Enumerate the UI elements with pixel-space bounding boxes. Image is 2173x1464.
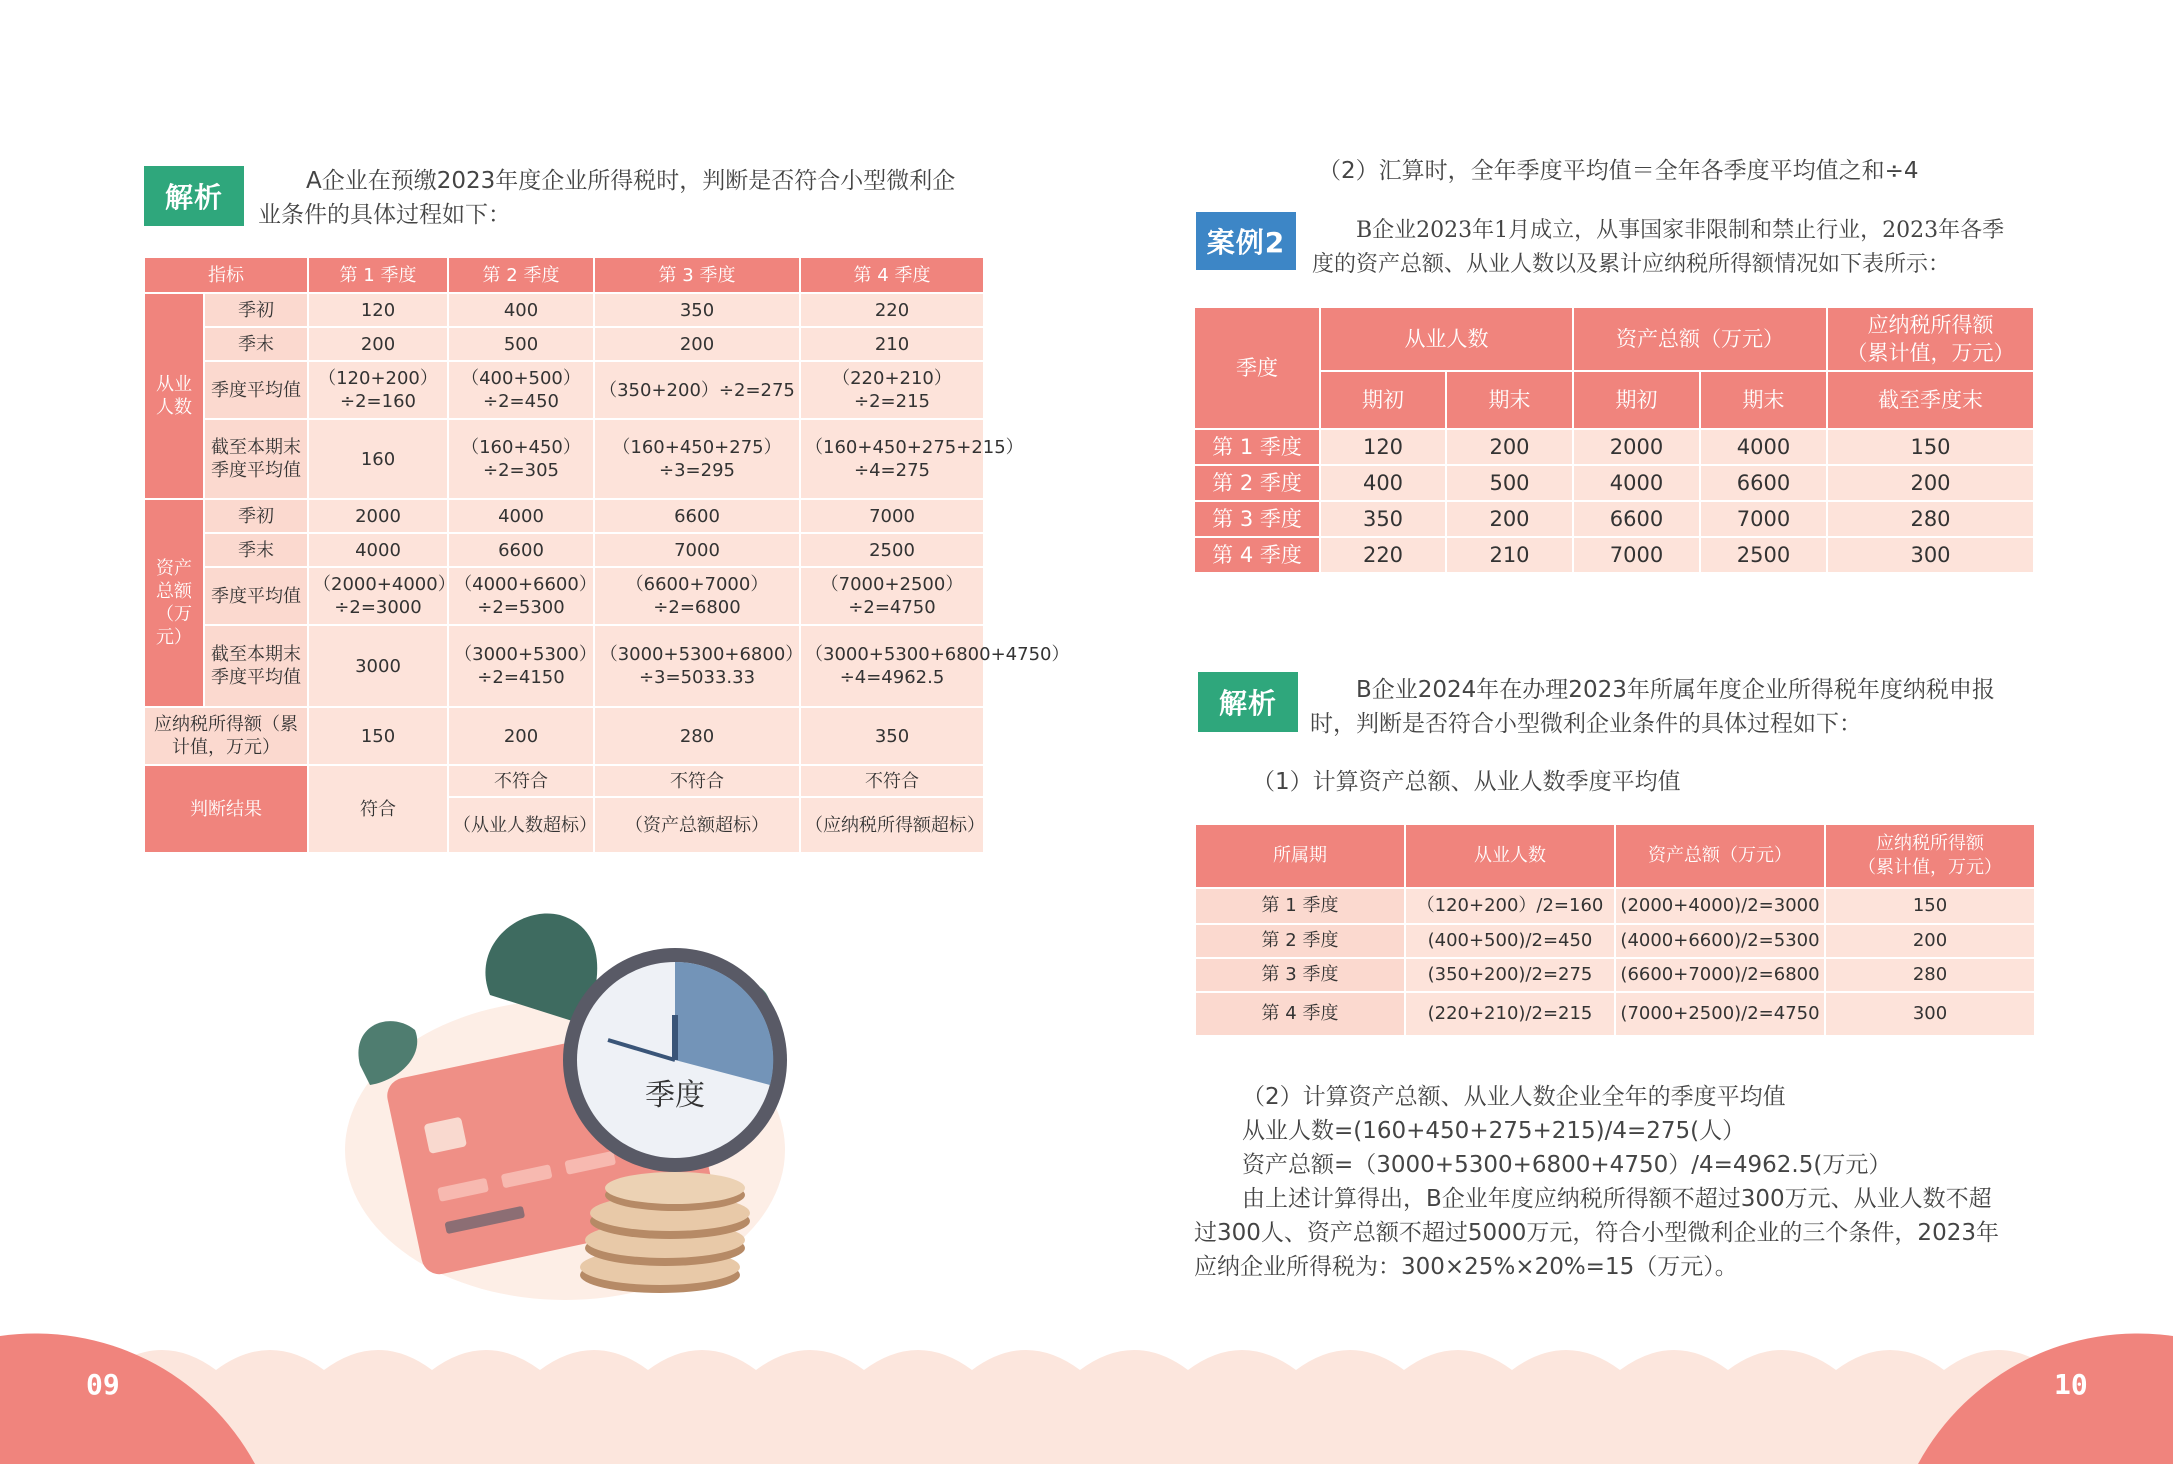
step1-text: （1）计算资产总额、从业人数季度平均值 xyxy=(1252,769,1681,795)
case2-line: 度的资产总额、从业人数以及累计应纳税所得额情况如下表所示： xyxy=(1312,252,1951,277)
header-taxable: 应纳税所得额 （累计值，万元） xyxy=(1825,824,2035,888)
clock-icon xyxy=(563,948,787,1172)
summary-rule-line: （2）汇算时，全年季度平均值＝全年各季度平均值之和÷4 xyxy=(1318,158,1919,184)
table-cell: 2000 xyxy=(308,499,448,533)
table-cell: 200 xyxy=(448,707,594,765)
footer-wave xyxy=(0,1330,2173,1464)
table-cell: （160+450+275）÷3=295 xyxy=(594,419,800,499)
analysis-tag-right: 解析 xyxy=(1198,672,1298,732)
result-status: 不符合 xyxy=(448,765,594,797)
quarterly-average-table xyxy=(1194,823,2036,1037)
analysis-line: 时，判断是否符合小型微利企业条件的具体过程如下： xyxy=(1310,711,1862,737)
table-cell: 2000 xyxy=(1573,429,1700,465)
table-cell: 6600 xyxy=(1700,465,1827,501)
row-label: 第 3 季度 xyxy=(1195,958,1405,992)
sub-header: 期初 xyxy=(1573,371,1700,429)
table-cell: （120+200）÷2=160 xyxy=(308,361,448,419)
table-cell: 400 xyxy=(1320,465,1446,501)
table-cell: 150 xyxy=(1827,429,2034,465)
taxable-income-label: 应纳税所得额（累计值，万元） xyxy=(144,707,308,765)
analysis-text-right xyxy=(1310,673,2050,741)
table-cell: 3000 xyxy=(308,625,448,707)
table-cell: (400+500)/2=450 xyxy=(1405,924,1615,958)
a-enterprise-table xyxy=(143,256,1070,854)
sub-header: 截至季度末 xyxy=(1827,371,2034,429)
clock-label: 季度 xyxy=(645,1078,705,1113)
table-cell: 500 xyxy=(1446,465,1573,501)
row-label: 第 2 季度 xyxy=(1195,924,1405,958)
table-cell: 210 xyxy=(1446,537,1573,573)
table-cell: 350 xyxy=(800,707,984,765)
page-number-left: 09 xyxy=(86,1368,120,1401)
table-cell: 200 xyxy=(594,327,800,361)
result-label: 判断结果 xyxy=(144,765,308,853)
row-label: 季度平均值 xyxy=(204,567,308,625)
intro-line: 业条件的具体过程如下： xyxy=(258,202,511,228)
table-cell: （3000+5300）÷2=4150 xyxy=(448,625,594,707)
table-cell: (4000+6600)/2=5300 xyxy=(1615,924,1825,958)
row-label: 第 4 季度 xyxy=(1195,992,1405,1036)
table-cell: 6600 xyxy=(1573,501,1700,537)
conclusion-line: 应纳企业所得税为：300×25%×20%=15（万元）。 xyxy=(1194,1254,1738,1280)
sub-header: 期末 xyxy=(1446,371,1573,429)
table-cell: 120 xyxy=(308,293,448,327)
row-label: 截至本期末季度平均值 xyxy=(204,419,308,499)
header-q2: 第 2 季度 xyxy=(448,257,594,293)
table-cell: 7000 xyxy=(594,533,800,567)
conclusion-text xyxy=(1194,1182,2044,1284)
row-label: 第 4 季度 xyxy=(1194,537,1320,573)
step2-text: （2）计算资产总额、从业人数企业全年的季度平均值 xyxy=(1242,1084,1786,1110)
table-cell: (2000+4000)/2=3000 xyxy=(1615,888,1825,924)
row-label: 第 3 季度 xyxy=(1194,501,1320,537)
header-season: 季度 xyxy=(1194,307,1320,429)
table-cell: 7000 xyxy=(1700,501,1827,537)
header-q1: 第 1 季度 xyxy=(308,257,448,293)
table-cell: 2500 xyxy=(1700,537,1827,573)
result-q1: 符合 xyxy=(308,765,448,853)
table-cell: 7000 xyxy=(800,499,984,533)
table-cell: (7000+2500)/2=4750 xyxy=(1615,992,1825,1036)
table-cell: 220 xyxy=(1320,537,1446,573)
table-cell: 400 xyxy=(448,293,594,327)
analysis-tag-left: 解析 xyxy=(144,166,244,226)
result-reason: （资产总额超标） xyxy=(594,797,800,853)
row-label: 季末 xyxy=(204,327,308,361)
table-cell: 160 xyxy=(308,419,448,499)
case2-text xyxy=(1312,214,2042,282)
table-cell: 4000 xyxy=(308,533,448,567)
table-cell: 4000 xyxy=(1573,465,1700,501)
analysis-line: B企业2024年在办理2023年所属年度企业所得税年度纳税申报 xyxy=(1356,677,1995,703)
row-label: 第 1 季度 xyxy=(1195,888,1405,924)
row-label: 季初 xyxy=(204,499,308,533)
table-cell: 2500 xyxy=(800,533,984,567)
table-cell: （4000+6600）÷2=5300 xyxy=(448,567,594,625)
header-employees: 从业人数 xyxy=(1405,824,1615,888)
result-status: 不符合 xyxy=(594,765,800,797)
table-cell: 7000 xyxy=(1573,537,1700,573)
table-cell: （6600+7000）÷2=6800 xyxy=(594,567,800,625)
employee-calc: 从业人数=(160+450+275+215)/4=275(人） xyxy=(1242,1118,1746,1144)
table-cell: （220+210）÷2=215 xyxy=(800,361,984,419)
row-label: 季初 xyxy=(204,293,308,327)
table-cell: 500 xyxy=(448,327,594,361)
table-cell: 350 xyxy=(1320,501,1446,537)
row-label: 第 2 季度 xyxy=(1194,465,1320,501)
row-label: 截至本期末季度平均值 xyxy=(204,625,308,707)
table-cell: (350+200)/2=275 xyxy=(1405,958,1615,992)
intro-line: A企业在预缴2023年度企业所得税时，判断是否符合小型微利企 xyxy=(306,168,956,194)
header-indicator: 指标 xyxy=(144,257,308,293)
table-cell: （2000+4000）÷2=3000 xyxy=(308,567,448,625)
table-cell: 350 xyxy=(594,293,800,327)
table-cell: 6600 xyxy=(448,533,594,567)
table-cell: (220+210)/2=215 xyxy=(1405,992,1615,1036)
page-number-right: 10 xyxy=(2054,1368,2088,1401)
header-assets: 资产总额（万元） xyxy=(1615,824,1825,888)
result-status: 不符合 xyxy=(800,765,984,797)
conclusion-line: 由上述计算得出，B企业年度应纳税所得额不超过300万元、从业人数不超 xyxy=(1242,1186,1992,1212)
conclusion-line: 过300人、资产总额不超过5000万元，符合小型微利企业的三个条件，2023年 xyxy=(1194,1220,1999,1246)
header-q3: 第 3 季度 xyxy=(594,257,800,293)
table-cell: （7000+2500）÷2=4750 xyxy=(800,567,984,625)
table-cell: 280 xyxy=(594,707,800,765)
row-label: 第 1 季度 xyxy=(1194,429,1320,465)
table-cell: 200 xyxy=(1827,465,2034,501)
table-cell: 280 xyxy=(1825,958,2035,992)
b-enterprise-table xyxy=(1193,306,2035,574)
table-cell: 280 xyxy=(1827,501,2034,537)
case2-line: B企业2023年1月成立，从事国家非限制和禁止行业，2023年各季 xyxy=(1356,218,2005,243)
row-label: 季末 xyxy=(204,533,308,567)
result-reason: （应纳税所得额超标） xyxy=(800,797,984,853)
table-cell: 150 xyxy=(308,707,448,765)
table-cell: 210 xyxy=(800,327,984,361)
asset-calc: 资产总额=（3000+5300+6800+4750）/4=4962.5(万元） xyxy=(1242,1152,1892,1178)
table-cell: 300 xyxy=(1825,992,2035,1036)
table-cell: (6600+7000)/2=6800 xyxy=(1615,958,1825,992)
sub-header: 期末 xyxy=(1700,371,1827,429)
table-cell: （160+450+275+215）÷4=275 xyxy=(800,419,984,499)
intro-text-left xyxy=(258,164,998,232)
sub-header: 期初 xyxy=(1320,371,1446,429)
header-employees: 从业人数 xyxy=(1320,307,1573,371)
table-cell: （400+500）÷2=450 xyxy=(448,361,594,419)
case2-tag: 案例2 xyxy=(1196,212,1296,270)
table-cell: 300 xyxy=(1827,537,2034,573)
header-q4: 第 4 季度 xyxy=(800,257,984,293)
table-cell: （3000+5300+6800+4750）÷4=4962.5 xyxy=(800,625,984,707)
table-cell: 200 xyxy=(1446,501,1573,537)
table-cell: 6600 xyxy=(594,499,800,533)
table-cell: （120+200）/2=160 xyxy=(1405,888,1615,924)
header-assets: 资产总额（万元） xyxy=(1573,307,1827,371)
table-cell: 200 xyxy=(308,327,448,361)
table-cell: 120 xyxy=(1320,429,1446,465)
header-period: 所属期 xyxy=(1195,824,1405,888)
table-cell: 4000 xyxy=(448,499,594,533)
table-cell: （3000+5300+6800）÷3=5033.33 xyxy=(594,625,800,707)
table-cell: 200 xyxy=(1446,429,1573,465)
table-cell: 200 xyxy=(1825,924,2035,958)
table-cell: 150 xyxy=(1825,888,2035,924)
group-assets: 资产 总额 （万 元） xyxy=(144,499,204,707)
group-employees: 从业 人数 xyxy=(144,293,204,499)
quarter-illustration xyxy=(340,905,800,1310)
header-taxable: 应纳税所得额 （累计值，万元） xyxy=(1827,307,2034,371)
result-reason: （从业人数超标） xyxy=(448,797,594,853)
table-cell: （160+450）÷2=305 xyxy=(448,419,594,499)
table-cell: 4000 xyxy=(1700,429,1827,465)
table-cell: 220 xyxy=(800,293,984,327)
row-label: 季度平均值 xyxy=(204,361,308,419)
table-cell: （350+200）÷2=275 xyxy=(594,361,800,419)
